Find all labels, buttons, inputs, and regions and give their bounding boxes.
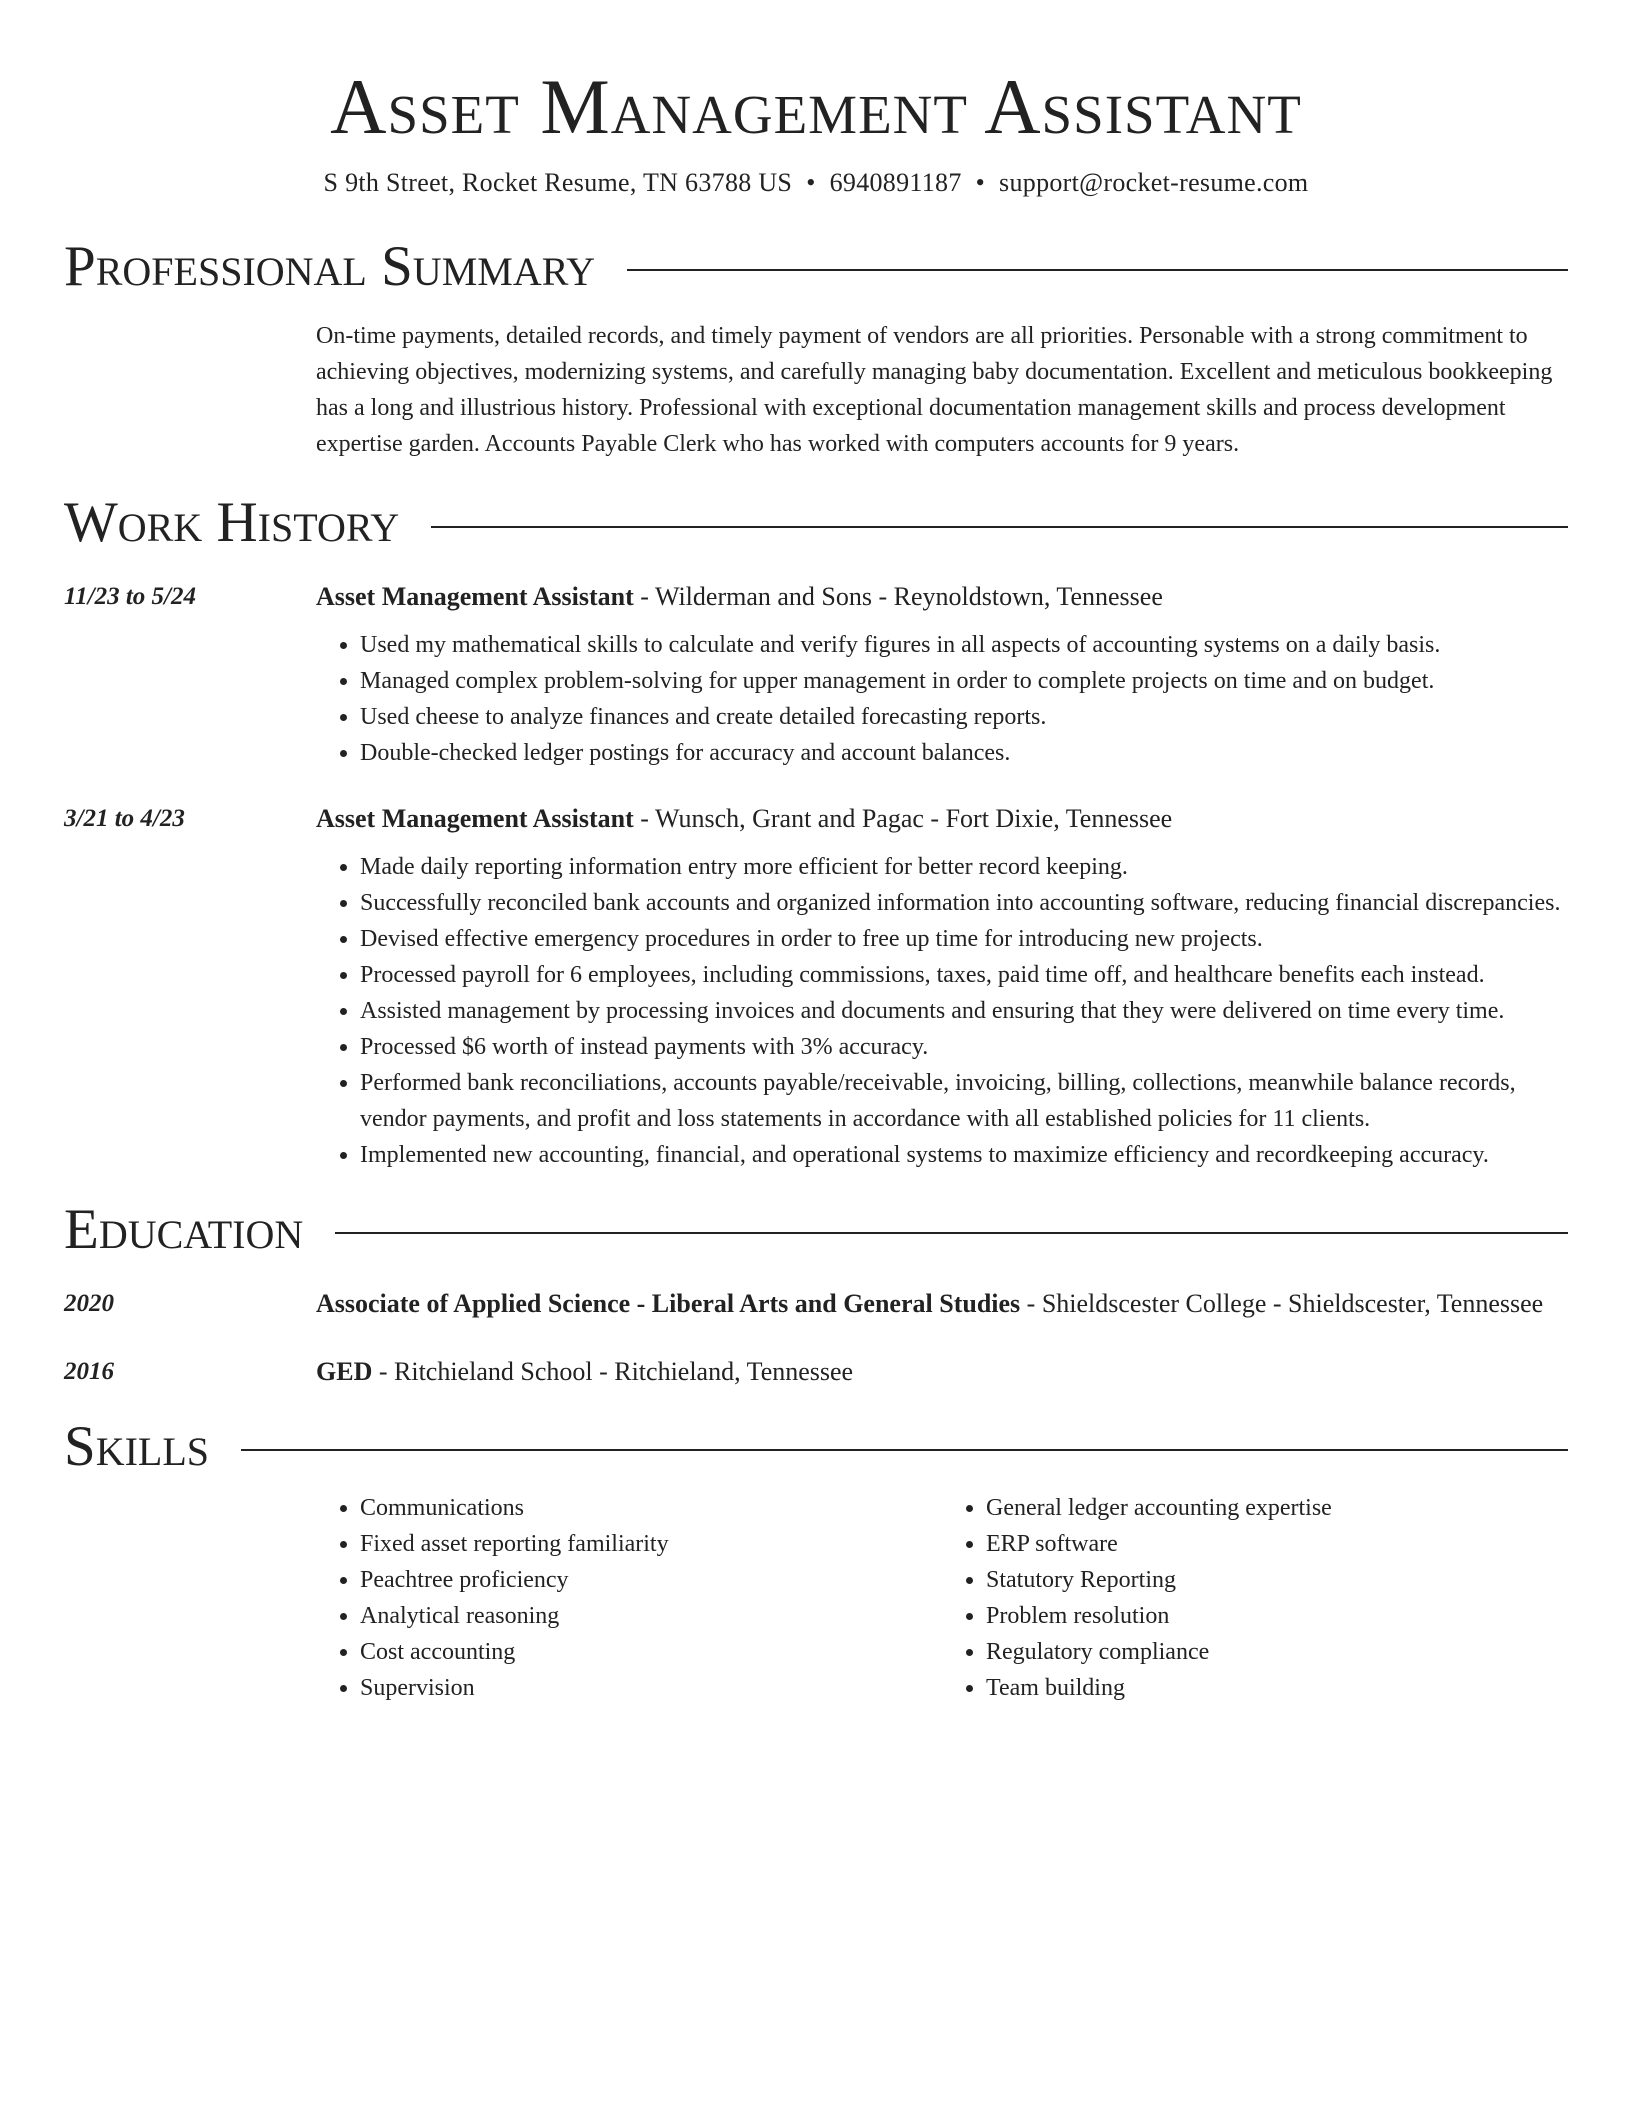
education-line: [316, 1284, 1568, 1324]
job-dates: 11/23 to 5/24: [64, 582, 196, 610]
education-line: [316, 1352, 1568, 1392]
education-degree: GED: [316, 1356, 373, 1386]
job-bullet: • Assisted management by processing invoices and documents and ensuring that they were delivered on time every time.: [360, 993, 1568, 1029]
education-degree: Associate of Applied Science - Liberal Arts and General Studies: [316, 1288, 1021, 1318]
skill-item: • Analytical reasoning: [360, 1598, 942, 1634]
section-divider: [627, 269, 1568, 271]
job-bullet: • Used cheese to analyze finances and create detailed forecasting reports.: [360, 699, 1568, 735]
education-details: - Shieldscester College - Shieldscester, Tennessee: [1020, 1288, 1544, 1318]
job-entry: [64, 577, 1568, 771]
job-bullet: • Double-checked ledger postings for accuracy and account balances.: [360, 735, 1568, 771]
work-heading: Work History: [64, 491, 400, 555]
skill-item: • Fixed asset reporting familiarity: [360, 1526, 942, 1562]
job-title-line: [316, 799, 1568, 839]
job-bullet: • Managed complex problem-solving for upper management in order to complete projects on time and on budget.: [360, 663, 1568, 699]
work-section-header: [64, 492, 1568, 555]
skill-item: • Statutory Reporting: [986, 1562, 1568, 1598]
contact-address: S 9th Street, Rocket Resume, TN 63788 US: [323, 167, 793, 197]
contact-line: [64, 168, 1568, 198]
summary-heading: Professional Summary: [64, 234, 596, 298]
education-section-header: [64, 1199, 1568, 1262]
skill-item: • Cost accounting: [360, 1634, 942, 1670]
education-details: - Ritchieland School - Ritchieland, Tennessee: [372, 1356, 854, 1386]
education-heading: Education: [64, 1197, 304, 1261]
skill-item: • General ledger accounting expertise: [986, 1490, 1568, 1526]
skills-list: [316, 1490, 1568, 1706]
job-bullet: • Successfully reconciled bank accounts and organized information into accounting software, reducing financial discrepancies.: [360, 885, 1568, 921]
job-bullet: • Processed $6 worth of instead payments with 3% accuracy.: [360, 1029, 1568, 1065]
section-divider: [335, 1232, 1568, 1234]
job-body: [316, 799, 1568, 1173]
skill-item: • Peachtree proficiency: [360, 1562, 942, 1598]
job-bullet: • Performed bank reconciliations, accounts payable/receivable, invoicing, billing, collections, meanwhile balance records, vendor payments, and profit and loss statements in accordance with all established policies for 11 clients.: [360, 1065, 1568, 1137]
job-bullets: [316, 627, 1568, 771]
education-year: 2020: [64, 1289, 114, 1317]
education-entry: [64, 1284, 1568, 1324]
skill-item: • Team building: [986, 1670, 1568, 1706]
job-bullet: • Processed payroll for 6 employees, including commissions, taxes, paid time off, and healthcare benefits each instead.: [360, 957, 1568, 993]
skills-column-right: [942, 1490, 1568, 1706]
skill-item: • Communications: [360, 1490, 942, 1526]
job-entry: [64, 799, 1568, 1173]
job-title: Asset Management Assistant: [316, 803, 634, 833]
summary-text: On-time payments, detailed records, and timely payment of vendors are all priorities. Personable with a strong commitment to achieving objectives, modernizing systems, and carefully managing baby documentation. Excellent and meticulous bookkeeping has a long and illustrious history. Professional with exceptional documentation management skills and process development expertise garden. Accounts Payable Clerk who has worked with computers accounts for 9 years.: [316, 323, 1553, 458]
skills-heading: Skills: [64, 1414, 210, 1478]
candidate-name: Asset Management Assistant: [330, 63, 1302, 150]
job-body: [316, 577, 1568, 771]
skill-item: • Problem resolution: [986, 1598, 1568, 1634]
contact-separator: •: [806, 167, 816, 197]
job-details: - Wilderman and Sons - Reynoldstown, Tennessee: [633, 581, 1163, 611]
job-dates: 3/21 to 4/23: [64, 804, 185, 832]
skills-column-left: [316, 1490, 942, 1706]
education-entry: [64, 1352, 1568, 1392]
job-bullet: • Used my mathematical skills to calculate and verify figures in all aspects of accounting systems on a daily basis.: [360, 627, 1568, 663]
job-title: Asset Management Assistant: [316, 581, 634, 611]
contact-separator: •: [975, 167, 986, 197]
section-divider: [431, 526, 1568, 528]
section-divider: [241, 1449, 1568, 1451]
skill-item: • Regulatory compliance: [986, 1634, 1568, 1670]
skill-item: • Supervision: [360, 1670, 942, 1706]
contact-email: support@rocket-resume.com: [999, 167, 1309, 197]
summary-section-header: [64, 236, 1568, 299]
skill-item: • ERP software: [986, 1526, 1568, 1562]
job-bullets: [316, 849, 1568, 1173]
job-title-line: [316, 577, 1568, 617]
education-year: 2016: [64, 1357, 114, 1385]
job-bullet: • Made daily reporting information entry more efficient for better record keeping.: [360, 849, 1568, 885]
job-bullet: • Devised effective emergency procedures in order to free up time for introducing new projects.: [360, 921, 1568, 957]
job-bullet: • Implemented new accounting, financial, and operational systems to maximize efficiency and recordkeeping accuracy.: [360, 1137, 1568, 1173]
job-details: - Wunsch, Grant and Pagac - Fort Dixie, Tennessee: [633, 803, 1173, 833]
skills-section-header: [64, 1416, 1568, 1479]
contact-phone: 6940891187: [829, 167, 962, 197]
